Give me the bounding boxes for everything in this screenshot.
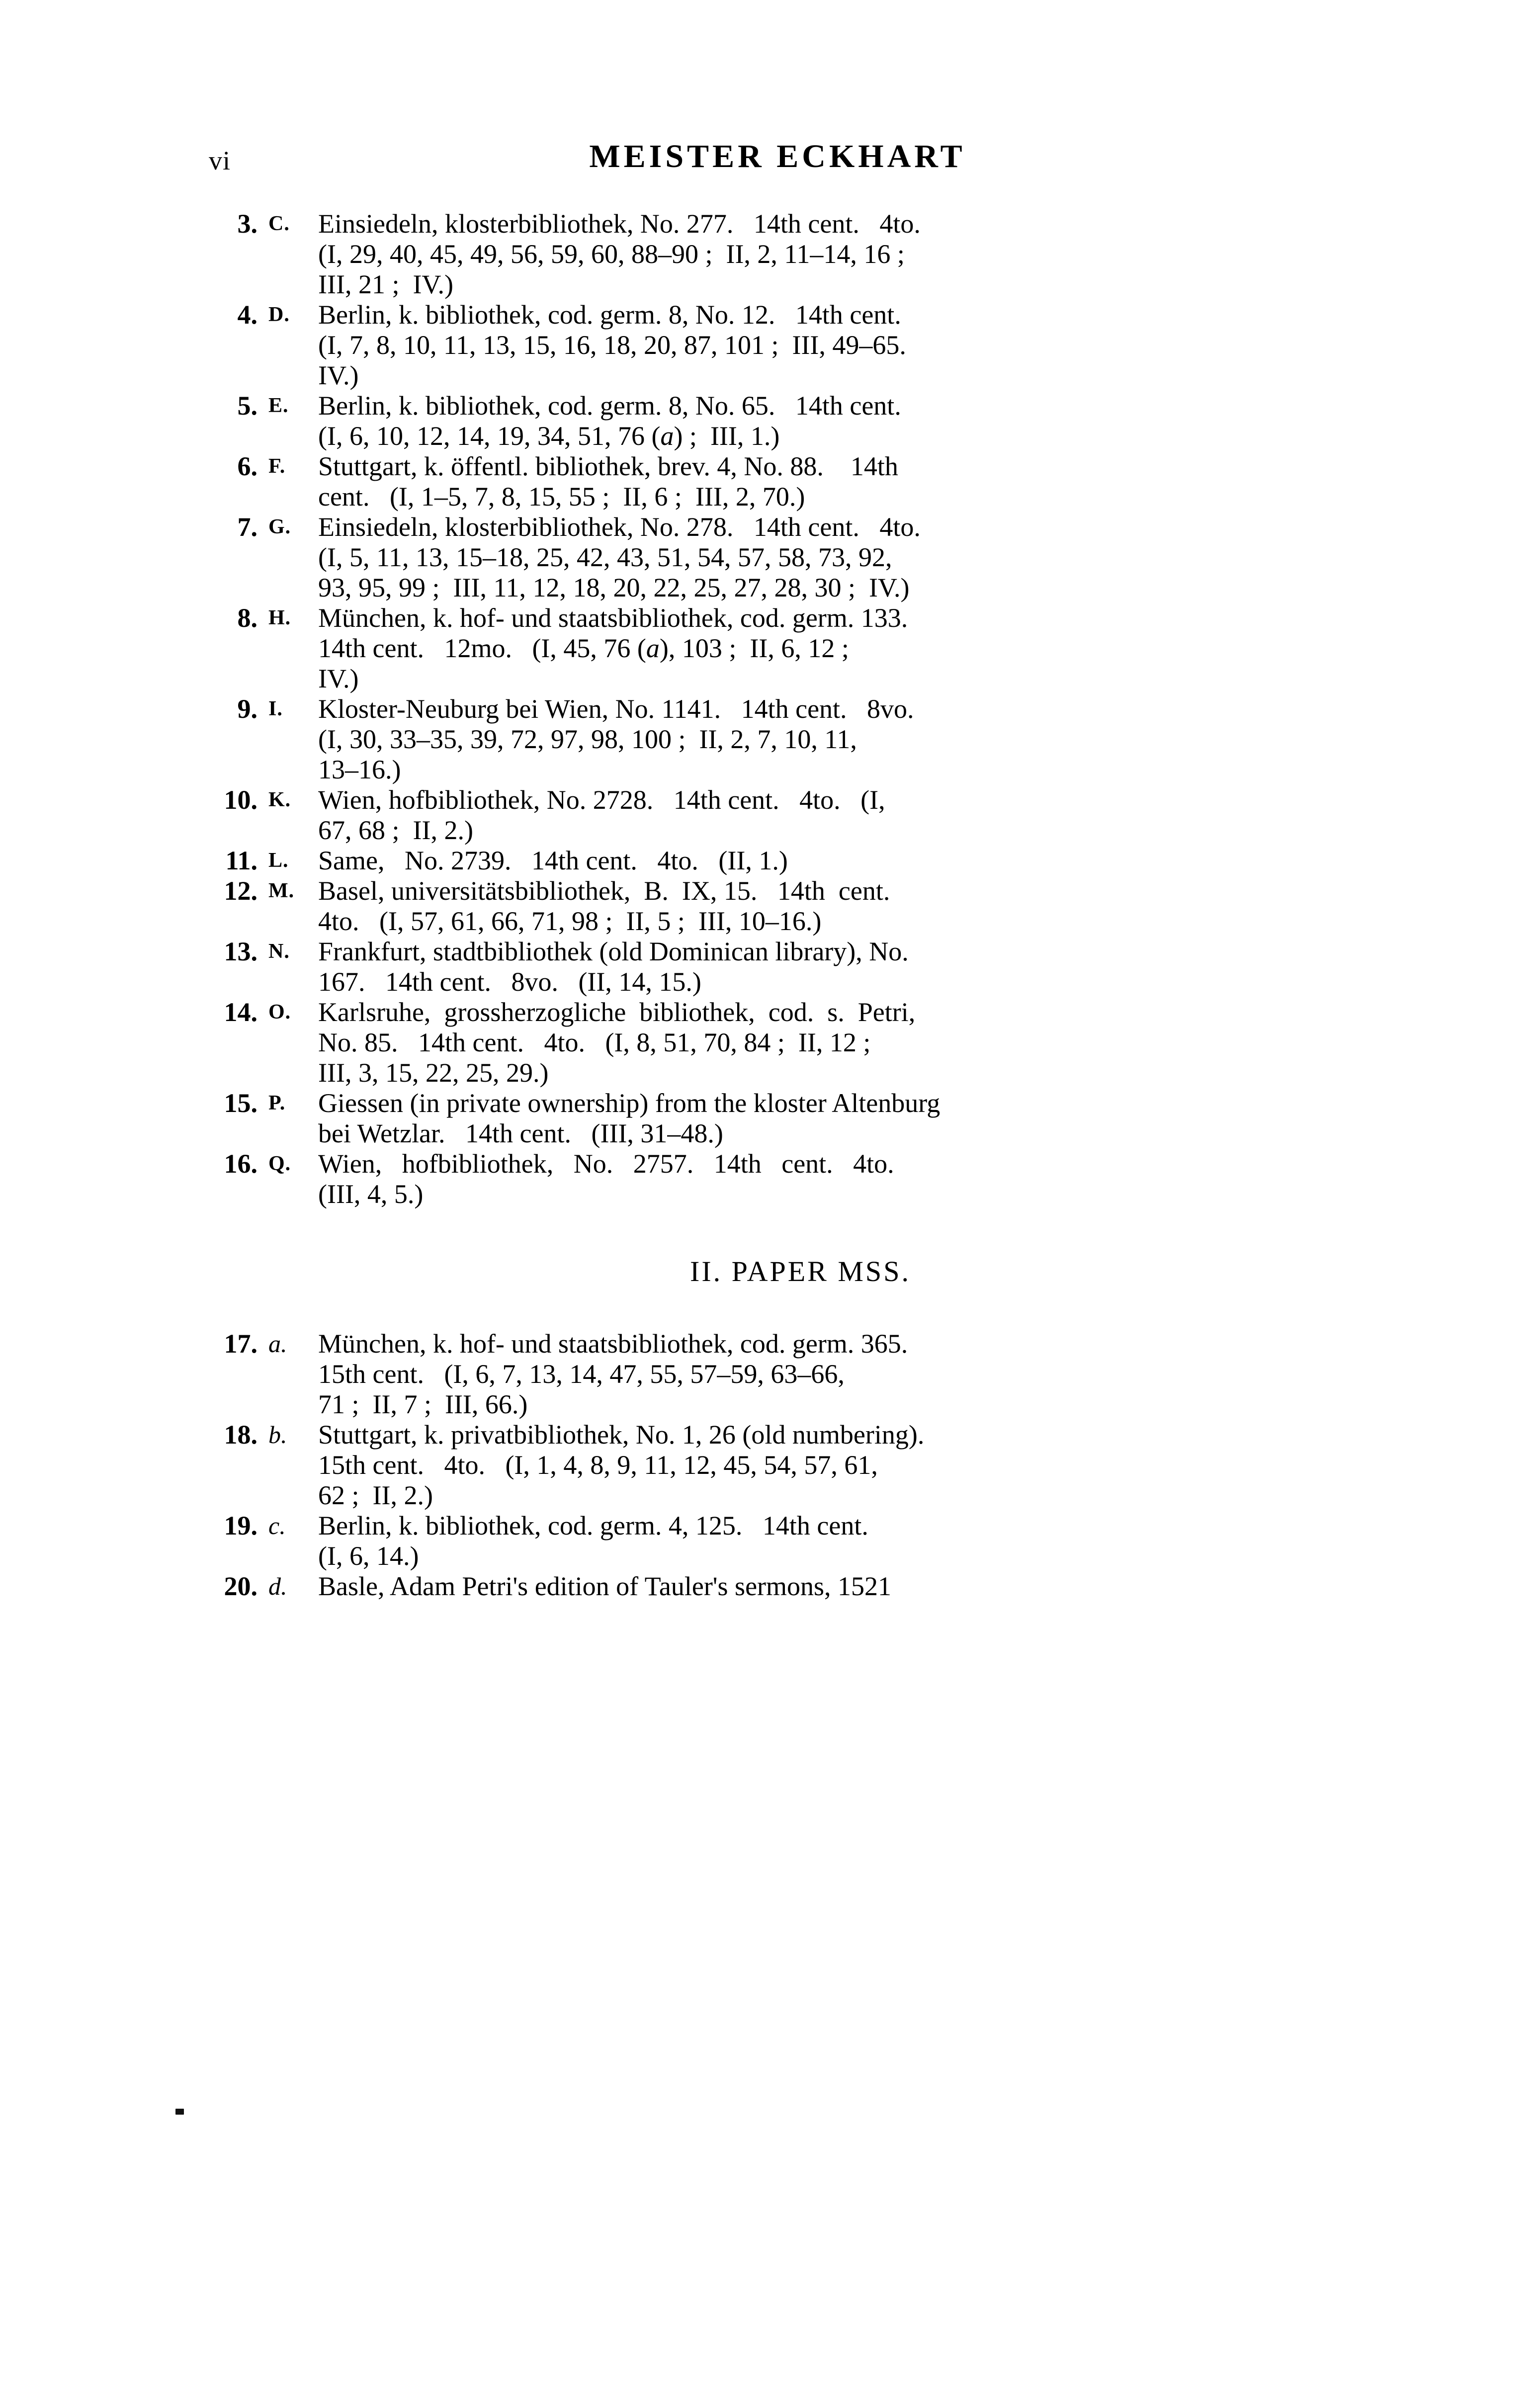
bibliography-entry	[194, 846, 1437, 876]
entry-continuation-line	[194, 1027, 1437, 1058]
bibliography-entry	[194, 1329, 1437, 1420]
entry-first-line	[194, 937, 1437, 967]
running-head	[0, 140, 1540, 185]
bibliography-entry	[194, 209, 1437, 300]
entry-text: No. 85. 14th cent. 4to. (I, 8, 51, 70, 84 ; II, 12 ;	[318, 1027, 871, 1057]
entry-text: Frankfurt, stadtbibliothek (old Dominican library), No.	[318, 937, 909, 966]
entry-continuation-line	[194, 1480, 1437, 1511]
entry-first-line	[194, 1149, 1437, 1179]
entry-first-line	[194, 391, 1437, 421]
entry-text: 93, 95, 99 ; III, 11, 12, 18, 20, 22, 25, 27, 28, 30 ; IV.)	[318, 573, 910, 602]
manuscript-list	[194, 209, 1437, 1602]
entry-first-line	[194, 846, 1437, 876]
entry-text: 62 ; II, 2.)	[318, 1480, 433, 1510]
entry-text: cent. (I, 1–5, 7, 8, 15, 55 ; II, 6 ; III, 2, 70.)	[318, 482, 805, 512]
entry-number: 18.	[224, 1420, 257, 1450]
entry-continuation-line	[194, 1389, 1437, 1420]
entry-number: 3.	[237, 209, 257, 239]
bibliography-entry	[194, 694, 1437, 785]
entry-continuation-line	[194, 1541, 1437, 1571]
entry-text: 15th cent. 4to. (I, 1, 4, 8, 9, 11, 12, 45, 54, 57, 61,	[318, 1450, 878, 1480]
entry-text: bei Wetzlar. 14th cent. (III, 31–48.)	[318, 1118, 723, 1148]
entry-text: (I, 5, 11, 13, 15–18, 25, 42, 43, 51, 54, 57, 58, 73, 92,	[318, 542, 892, 572]
entry-text: III, 3, 15, 22, 25, 29.)	[318, 1058, 549, 1088]
entry-siglum: D.	[268, 303, 290, 326]
entry-continuation-line	[194, 1450, 1437, 1480]
entry-continuation-line	[194, 755, 1437, 785]
entry-continuation-line	[194, 815, 1437, 846]
entry-continuation-line	[194, 269, 1437, 300]
bibliography-entry	[194, 603, 1437, 694]
entry-text: München, k. hof- und staatsbibliothek, cod. germ. 133.	[318, 603, 908, 633]
entry-continuation-line	[194, 421, 1437, 451]
entry-text: Kloster-Neuburg bei Wien, No. 1141. 14th cent. 8vo.	[318, 694, 914, 724]
bibliography-entry	[194, 785, 1437, 846]
entry-first-line	[194, 1420, 1437, 1450]
entry-first-line	[194, 451, 1437, 482]
entry-continuation-line	[194, 1058, 1437, 1088]
entry-text: 71 ; II, 7 ; III, 66.)	[318, 1389, 528, 1419]
entry-number: 17.	[224, 1329, 257, 1359]
entry-text: III, 21 ; IV.)	[318, 269, 453, 299]
entry-first-line	[194, 300, 1437, 330]
bibliography-entry	[194, 937, 1437, 997]
entry-siglum: a.	[268, 1330, 287, 1358]
entry-text: IV.)	[318, 360, 359, 390]
entry-siglum: b.	[268, 1421, 287, 1449]
bibliography-entry	[194, 1088, 1437, 1149]
entry-continuation-line	[194, 724, 1437, 755]
entry-first-line	[194, 1329, 1437, 1359]
entry-text: Basel, universitätsbibliothek, B. IX, 15. 14th cent.	[318, 876, 890, 906]
entry-continuation-line	[194, 967, 1437, 997]
entry-text: Giessen (in private ownership) from the kloster Altenburg	[318, 1088, 941, 1118]
entry-continuation-line	[194, 482, 1437, 512]
entry-continuation-line	[194, 239, 1437, 269]
entry-number: 4.	[237, 300, 257, 330]
entry-continuation-line	[194, 664, 1437, 694]
entry-siglum: Q.	[268, 1152, 291, 1175]
bibliography-entry	[194, 1420, 1437, 1511]
entry-text: IV.)	[318, 664, 359, 693]
entry-text: 14th cent. 12mo. (I, 45, 76 (a), 103 ; II, 6, 12 ;	[318, 633, 849, 663]
entry-text: (I, 30, 33–35, 39, 72, 97, 98, 100 ; II, 2, 7, 10, 11,	[318, 724, 857, 754]
entry-continuation-line	[194, 633, 1437, 664]
entry-siglum: H.	[268, 606, 291, 629]
entry-siglum: C.	[268, 212, 290, 235]
entry-continuation-line	[194, 1118, 1437, 1149]
entry-text: München, k. hof- und staatsbibliothek, cod. germ. 365.	[318, 1329, 908, 1359]
entry-number: 5.	[237, 391, 257, 421]
entry-text: Wien, hofbibliothek, No. 2757. 14th cent. 4to.	[318, 1149, 894, 1179]
entry-siglum: G.	[268, 515, 291, 538]
entry-text: 167. 14th cent. 8vo. (II, 14, 15.)	[318, 967, 701, 997]
entry-first-line	[194, 997, 1437, 1027]
entry-text: Karlsruhe, grossherzogliche bibliothek, cod. s. Petri,	[318, 997, 916, 1027]
entry-first-line	[194, 694, 1437, 724]
entry-text: Basle, Adam Petri's edition of Tauler's sermons, 1521	[318, 1571, 892, 1601]
entry-continuation-line	[194, 330, 1437, 360]
entry-number: 7.	[237, 512, 257, 542]
entry-text: (I, 6, 14.)	[318, 1541, 419, 1571]
bibliography-entry	[194, 1511, 1437, 1571]
ink-speck	[175, 2109, 184, 2115]
entry-continuation-line	[194, 573, 1437, 603]
entry-first-line	[194, 785, 1437, 815]
entry-text: (I, 7, 8, 10, 11, 13, 15, 16, 18, 20, 87, 101 ; III, 49–65.	[318, 330, 906, 360]
bibliography-entry	[194, 876, 1437, 937]
folio-number: vi	[209, 146, 231, 175]
entry-first-line	[194, 1571, 1437, 1602]
entry-text: Berlin, k. bibliothek, cod. germ. 4, 125. 14th cent.	[318, 1511, 868, 1540]
entry-number: 11.	[225, 846, 257, 875]
entry-first-line	[194, 1088, 1437, 1118]
entry-number: 12.	[224, 876, 257, 906]
paper-mss-list	[194, 1329, 1437, 1602]
entry-text: Same, No. 2739. 14th cent. 4to. (II, 1.)	[318, 846, 788, 875]
entry-number: 14.	[224, 997, 257, 1027]
entry-siglum: P.	[268, 1092, 286, 1114]
entry-number: 19.	[224, 1511, 257, 1540]
entry-siglum: L.	[268, 849, 289, 872]
bibliography-entry	[194, 512, 1437, 603]
entry-continuation-line	[194, 360, 1437, 391]
entry-number: 13.	[224, 937, 257, 966]
entry-first-line	[194, 876, 1437, 906]
section-heading: II. PAPER MSS.	[690, 1255, 911, 1287]
entry-siglum: d.	[268, 1572, 287, 1600]
entry-text: (I, 6, 10, 12, 14, 19, 34, 51, 76 (a) ; III, 1.)	[318, 421, 780, 451]
entry-siglum: N.	[268, 940, 290, 963]
entry-number: 15.	[224, 1088, 257, 1118]
entry-first-line	[194, 512, 1437, 542]
entry-continuation-line	[194, 906, 1437, 937]
entry-number: 20.	[224, 1571, 257, 1601]
entry-text: Stuttgart, k. öffentl. bibliothek, brev. 4, No. 88. 14th	[318, 451, 898, 481]
entry-first-line	[194, 209, 1437, 239]
bibliography-entry	[194, 300, 1437, 391]
entry-first-line	[194, 1511, 1437, 1541]
entry-text: 13–16.)	[318, 755, 401, 784]
bibliography-entry	[194, 1571, 1437, 1602]
entry-text: Stuttgart, k. privatbibliothek, No. 1, 26 (old numbering).	[318, 1420, 925, 1450]
bibliography-entry	[194, 391, 1437, 451]
entry-first-line	[194, 603, 1437, 633]
entry-number: 9.	[237, 694, 257, 724]
bibliography-entry	[194, 997, 1437, 1088]
entry-number: 16.	[224, 1149, 257, 1179]
entry-siglum: c.	[268, 1512, 286, 1540]
entry-siglum: F.	[268, 455, 286, 478]
entry-text: Wien, hofbibliothek, No. 2728. 14th cent. 4to. (I,	[318, 785, 885, 815]
entry-siglum: M.	[268, 879, 295, 902]
entry-number: 6.	[237, 451, 257, 481]
entry-number: 8.	[237, 603, 257, 633]
entry-text: Berlin, k. bibliothek, cod. germ. 8, No. 12. 14th cent.	[318, 300, 901, 330]
entry-siglum: O.	[268, 1001, 291, 1024]
page-title: MEISTER ECKHART	[589, 138, 966, 174]
entry-text: Einsiedeln, klosterbibliothek, No. 277. 14th cent. 4to.	[318, 209, 921, 239]
entry-text: Einsiedeln, klosterbibliothek, No. 278. 14th cent. 4to.	[318, 512, 921, 542]
entry-siglum: I.	[268, 697, 283, 720]
entry-continuation-line	[194, 1179, 1437, 1209]
bibliography-entry	[194, 451, 1437, 512]
entry-number: 10.	[224, 785, 257, 815]
bibliography-entry	[194, 1149, 1437, 1209]
parchment-mss-list	[194, 209, 1437, 1209]
entry-text: 4to. (I, 57, 61, 66, 71, 98 ; II, 5 ; III, 10–16.)	[318, 906, 822, 936]
entry-continuation-line	[194, 1359, 1437, 1389]
entry-text: (I, 29, 40, 45, 49, 56, 59, 60, 88–90 ; II, 2, 11–14, 16 ;	[318, 239, 905, 269]
entry-text: (III, 4, 5.)	[318, 1179, 424, 1209]
entry-continuation-line	[194, 542, 1437, 573]
spacer	[194, 1209, 1437, 1257]
entry-siglum: K.	[268, 788, 291, 811]
entry-text: 67, 68 ; II, 2.)	[318, 815, 473, 845]
entry-text: 15th cent. (I, 6, 7, 13, 14, 47, 55, 57–59, 63–66,	[318, 1359, 845, 1389]
entry-siglum: E.	[268, 394, 289, 417]
entry-text: Berlin, k. bibliothek, cod. germ. 8, No. 65. 14th cent.	[318, 391, 901, 421]
spacer	[194, 1286, 1437, 1329]
